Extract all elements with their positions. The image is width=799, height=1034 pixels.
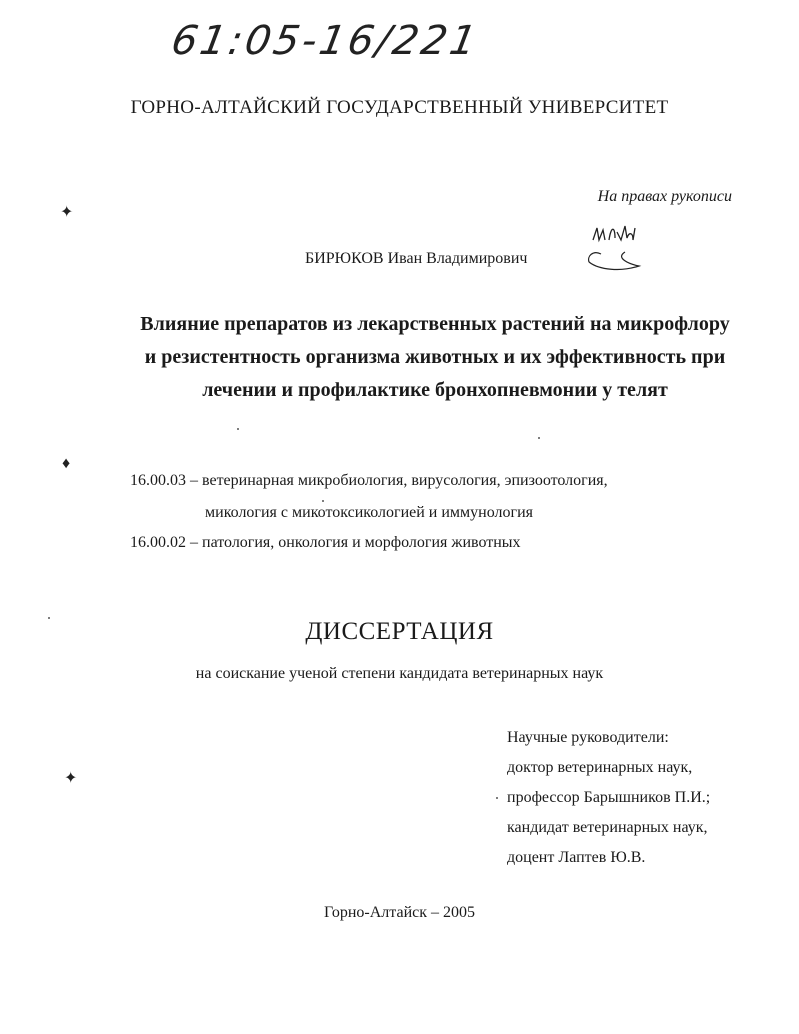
advisor-line: профессор Барышников П.И.; bbox=[507, 789, 711, 806]
specialty-16-00-02: 16.00.02 – патология, онкология и морфология животных bbox=[130, 534, 521, 551]
scan-speck bbox=[322, 500, 324, 502]
scan-speck bbox=[237, 428, 239, 430]
title-line: и резистентность организма животных и их эффективность при bbox=[144, 346, 726, 368]
author-signature bbox=[585, 218, 655, 274]
scan-mark-icon: ✦ bbox=[64, 770, 78, 787]
rights-note: На правах рукописи bbox=[597, 188, 732, 205]
title-line: лечении и профилактике бронхопневмонии у телят bbox=[202, 379, 668, 401]
advisor-line: доктор ветеринарных наук, bbox=[507, 759, 693, 776]
dissertation-title bbox=[90, 308, 780, 407]
advisors-block bbox=[507, 723, 710, 873]
scan-speck bbox=[496, 797, 498, 799]
scan-speck bbox=[538, 437, 540, 439]
degree-line: на соискание ученой степени кандидата ветеринарных наук bbox=[195, 665, 604, 682]
specialty-16-00-03-continued: микология с микотоксикологией и иммунология bbox=[205, 504, 533, 521]
advisor-line: доцент Лаптев Ю.В. bbox=[507, 849, 646, 866]
author-name: БИРЮКОВ Иван Владимирович bbox=[305, 250, 528, 267]
scan-mark-icon: ♦ bbox=[62, 455, 71, 472]
document-type: ДИССЕРТАЦИЯ bbox=[305, 618, 494, 645]
title-line: Влияние препаратов из лекарственных растений на микрофлору bbox=[140, 313, 730, 335]
specialty-16-00-03: 16.00.03 – ветеринарная микробиология, вирусология, эпизоотология, bbox=[130, 472, 608, 489]
advisor-line: кандидат ветеринарных наук, bbox=[507, 819, 708, 836]
scan-mark-icon: ✦ bbox=[60, 204, 74, 221]
scan-speck bbox=[48, 617, 50, 619]
archive-code-handwritten: 61:05-16/221 bbox=[167, 18, 483, 64]
place-year: Горно-Алтайск – 2005 bbox=[324, 904, 475, 921]
university-name: ГОРНО-АЛТАЙСКИЙ ГОСУДАРСТВЕННЫЙ УНИВЕРСИТЕТ bbox=[130, 97, 669, 118]
advisors-heading: Научные руководители: bbox=[507, 729, 669, 746]
